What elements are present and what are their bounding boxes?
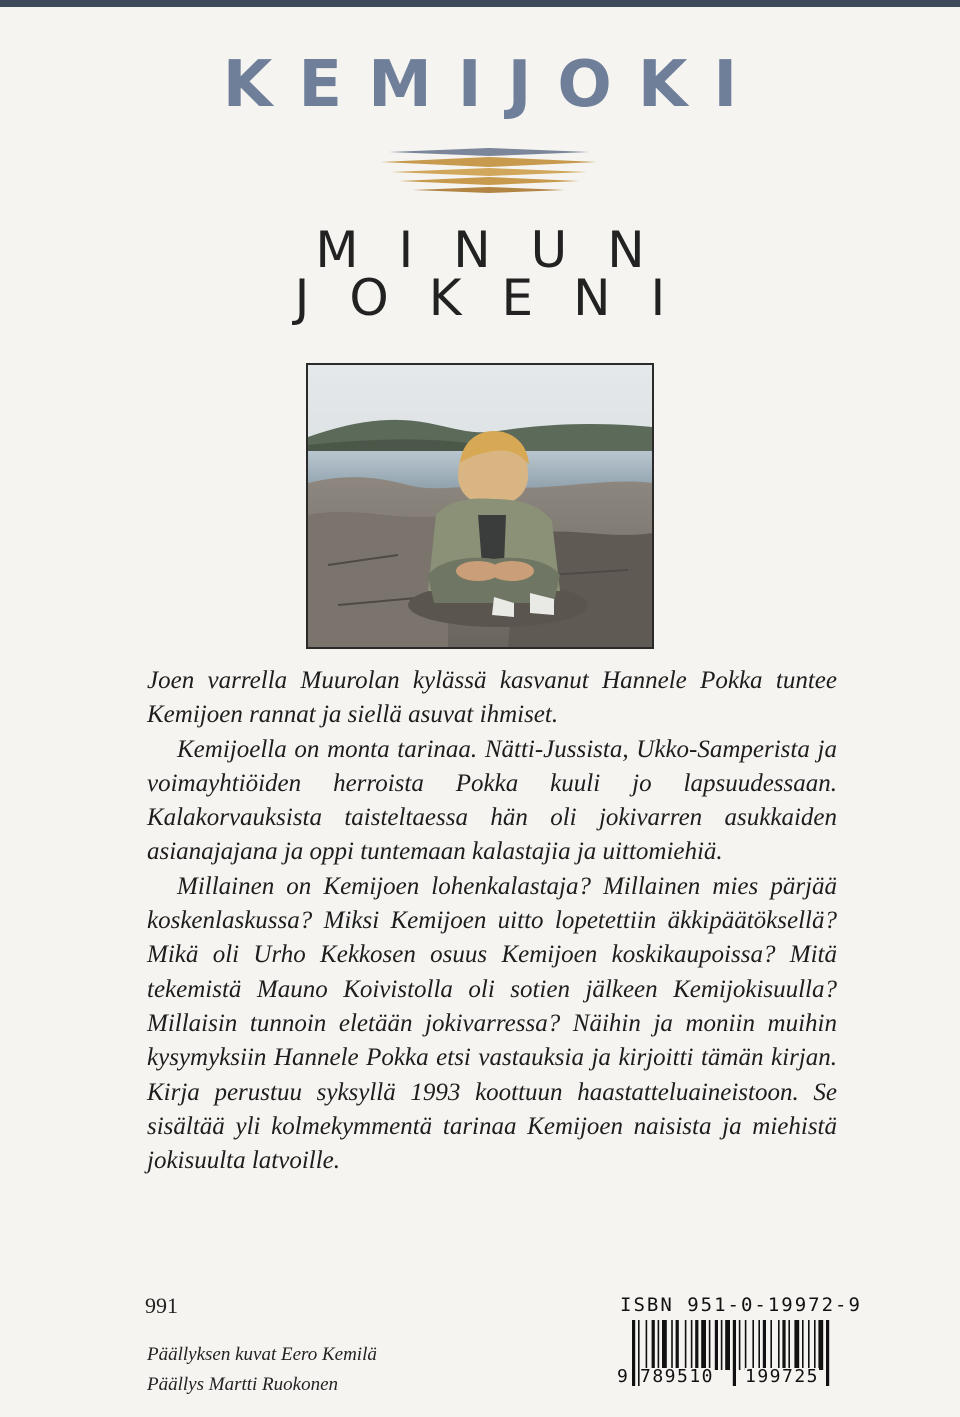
blurb-paragraph: Millainen on Kemijoen lohenkalastaja? Millainen mies pärjää koskenlaskussa? Miksi Kemijoen uitto lopetettiin äkkipäätöksellä? Mikä oli Urho Kekkosen osuus Kemijoen koskikaupoissa? Mitä tekemistä Mauno Koivistolla oli sotien jälkeen Kemijokisuulla? Millaisin tunnoin eletään jokivarressa? Näihin ja moniin muihin kysymyksiin Hannele Pokka etsi vastauksia ja kirjoitti tämän kirjan. Kirja perustuu syksyllä 1993 koottuun haastatteluaineistoon. Se sisältää yli kolmekymmentä tarinaa Kemijoen naisista ja miehistä jokisuulta latvoille. bbox=[147, 872, 837, 1175]
blurb-text bbox=[147, 664, 837, 1178]
credits bbox=[147, 1340, 377, 1400]
cover-top-edge bbox=[0, 0, 960, 7]
author-photo bbox=[306, 363, 654, 649]
blurb-paragraph: Kemijoella on monta tarinaa. Nätti-Jussista, Ukko-Samperista ja voimayhtiöiden herroista Pokka kuuli jo lapsuudessaan. Kalakorvauksista taisteltaessa hän oli jokivarren asukkaiden asianajajana ja oppi tuntemaan kalastajia ja uittomiehiä. bbox=[147, 735, 837, 866]
isbn-text: ISBN 951-0-19972-9 bbox=[620, 1294, 862, 1316]
barcode-left-digits: 789510 bbox=[640, 1366, 715, 1387]
barcode-first-digit: 9 bbox=[617, 1366, 628, 1387]
credit-cover: Päällys Martti Ruokonen bbox=[147, 1374, 339, 1395]
class-code: 991 bbox=[145, 1293, 178, 1318]
credit-cover-photos: Päällyksen kuvat Eero Kemilä bbox=[147, 1344, 377, 1365]
ornament-icon bbox=[381, 146, 597, 208]
blurb-paragraph: Joen varrella Muurolan kylässä kasvanut Hannele Pokka tuntee Kemijoen rannat ja siellä asuvat ihmiset. bbox=[147, 667, 837, 729]
barcode-right-digits: 199725 bbox=[745, 1366, 820, 1387]
book-title-line2: JOKENI bbox=[294, 269, 706, 327]
series-title: KEMIJOKI bbox=[222, 48, 764, 122]
book-title-line1: MINUN bbox=[315, 221, 685, 279]
